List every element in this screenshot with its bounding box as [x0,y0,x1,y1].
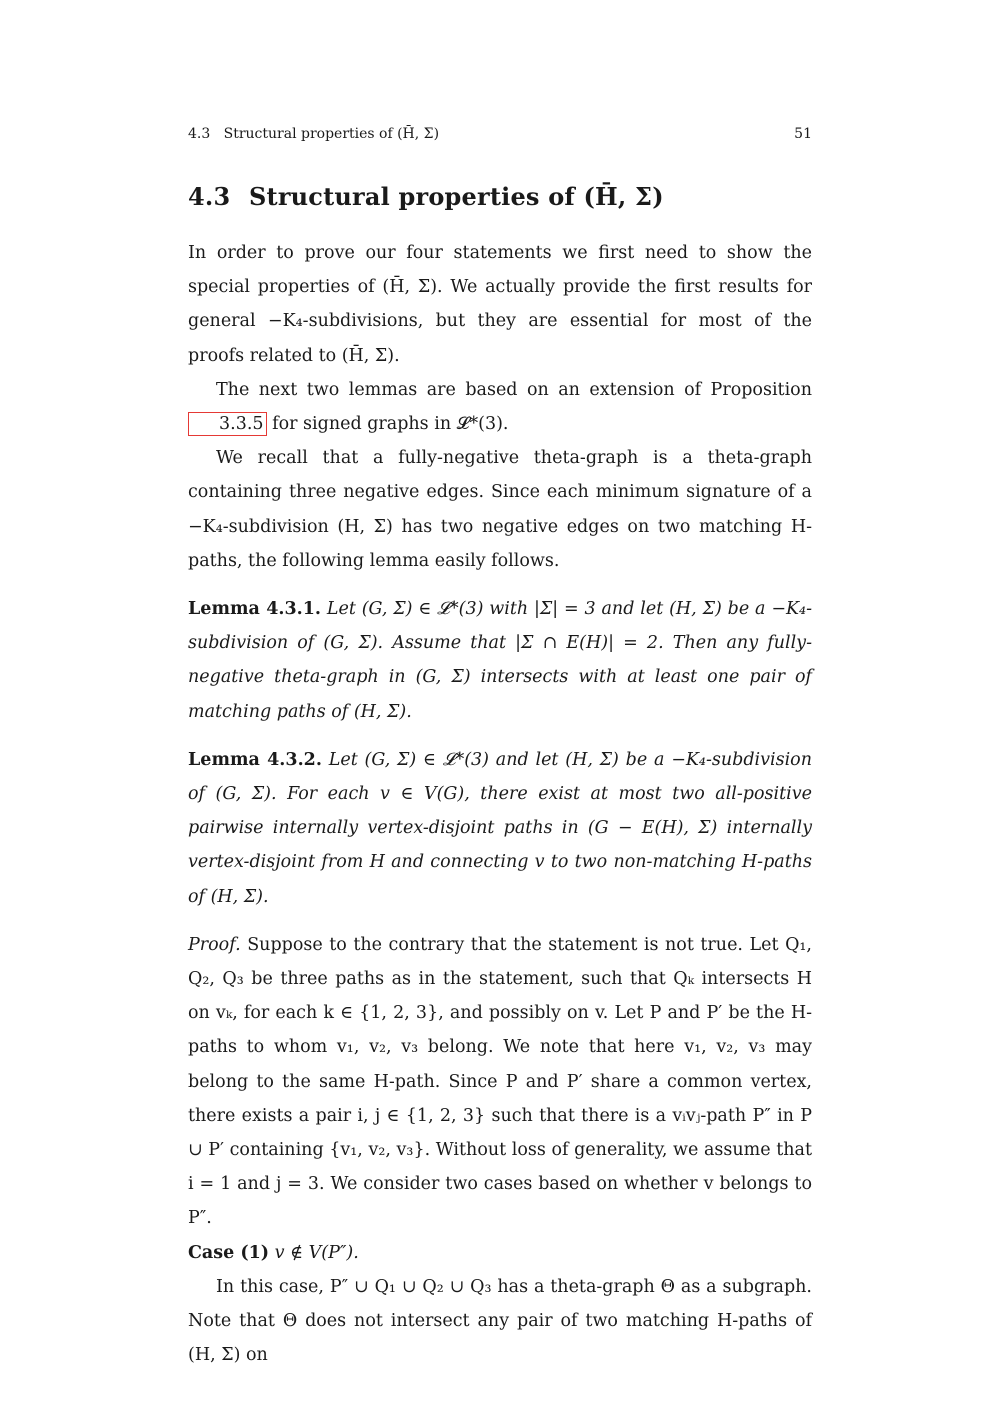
running-head [188,126,812,142]
proof [188,928,812,1236]
proof-text: Suppose to the contrary that the statement is not true. Let Q₁, Q₂, Q₃ be three paths as in the statement, such that Qₖ intersects H on vₖ, for each k ∈ {1, 2, 3}, and possibly on v. Let P and P′ be the H-paths to whom v₁, v₂, v₃ belong. We note that here v₁, v₂, v₃ may belong to the same H-path. Since P and P′ share a common vertex, there exists a pair i, j ∈ {1, 2, 3} such that there is a vᵢvⱼ-path P″ in P ∪ P′ containing {v₁, v₂, v₃}. Without loss of generality, we assume that i = 1 and j = 3. We consider two cases based on whether v belongs to P″. [188,934,812,1229]
proposition-reference-link[interactable]: 3.3.5 [188,412,267,436]
paragraph-lemmas-intro [188,373,812,441]
lemma-4-3-1-label: Lemma 4.3.1. [188,599,321,620]
lemma-4-3-1-text: Let (G, Σ) ∈ 𝓛*(3) with |Σ| = 3 and let (H, Σ) be a −K₄-subdivision of (G, Σ). Assume that |Σ ∩ E(H)| = 2. Then any fully-negative theta-graph in (G, Σ) intersects with at least one pair of matching paths of (H, Σ). [188,599,812,722]
paragraph-lemmas-intro-start: The next two lemmas are based on an extension of Proposition [216,379,812,400]
case-1-text: In this case, P″ ∪ Q₁ ∪ Q₂ ∪ Q₃ has a theta-graph Θ as a subgraph. Note that Θ does not intersect any pair of two matching H-paths of (H, Σ) on [188,1276,812,1366]
page-number: 51 [794,126,812,142]
section-heading [188,182,664,211]
paragraph-lemmas-intro-end: for signed graphs in 𝓛*(3). [266,414,509,435]
lemma-4-3-2-text: Let (G, Σ) ∈ 𝓛*(3) and let (H, Σ) be a −K₄-subdivision of (G, Σ). For each v ∈ V(G), there exist at most two all-positive pairwise internally vertex-disjoint paths in (G − E(H), Σ) internally vertex-disjoint from H and connecting v to two non-matching H-paths of (H, Σ). [188,749,812,907]
proof-label: Proof. [188,934,241,955]
case-1-label: Case (1) [188,1242,270,1263]
body-text [188,236,812,1373]
lemma-4-3-1 [188,592,812,729]
running-head-title: 4.3 Structural properties of (H̄, Σ) [188,126,440,142]
section-number: 4.3 [188,182,231,211]
case-1-condition: v ∉ V(P″). [274,1242,359,1263]
section-title: Structural properties of (H̄, Σ) [249,182,664,211]
paragraph-theta-graph: We recall that a fully-negative theta-graph is a theta-graph containing three negative edges. Since each minimum signature of a −K₄-subdivision (H, Σ) has two negative edges on two matching H-paths, the following lemma easily follows. [188,448,812,571]
lemma-4-3-2 [188,743,812,914]
lemma-4-3-2-label: Lemma 4.3.2. [188,749,322,770]
case-1-heading [188,1236,812,1270]
paragraph-intro: In order to prove our four statements we first need to show the special properties of (H̄, Σ). We actually provide the first results for general −K₄-subdivisions, but they are essential for most of the proofs related to (H̄, Σ). [188,243,812,366]
